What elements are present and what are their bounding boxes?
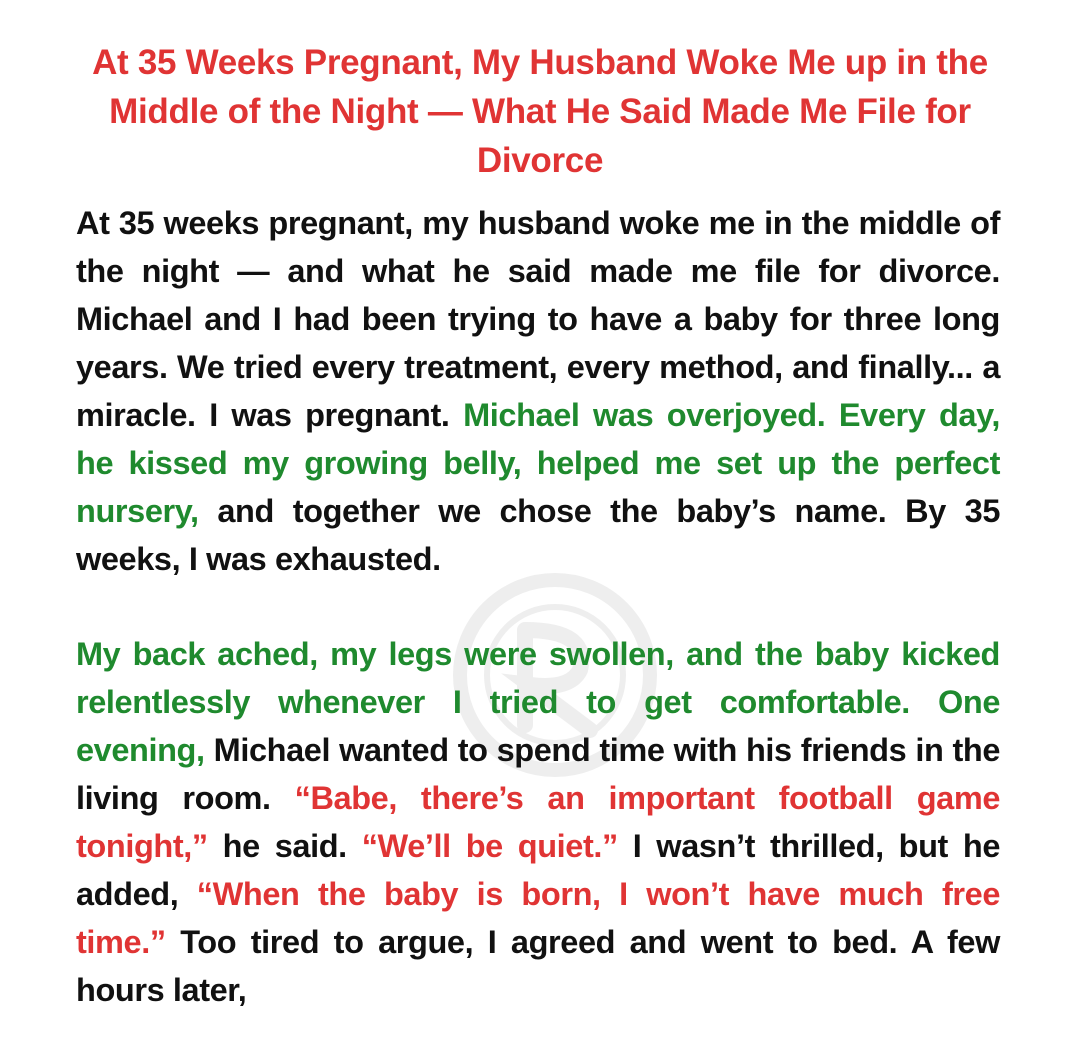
paragraph-1 <box>76 199 1000 583</box>
quote-be-quiet: “We’ll be quiet.” <box>361 828 618 864</box>
paragraph-2 <box>76 630 1000 1014</box>
article-title: At 35 Weeks Pregnant, My Husband Woke Me up in the Middle of the Night — What He Said Made Me File for Divorce <box>92 43 988 180</box>
paragraph-1-text-a: At 35 weeks pregnant, my husband woke me in the middle of the night — and what he said made me file for divorce. Michael and I had been trying to have a baby for three long years. We tried every treatment, every method, and finally... a miracle. I was pregnant. <box>76 205 1000 433</box>
paragraph-2-text-d: Too tired to argue, I agreed and went to bed. A few hours later, <box>76 924 1000 1008</box>
paragraph-1-text-b: and together we chose the baby’s name. By 35 weeks, I was exhausted. <box>76 493 1000 577</box>
paragraph-2-text-c: I wasn’t thrilled, but he added, <box>76 828 1000 912</box>
paragraph-2-text-b: he said. <box>207 828 362 864</box>
paragraph-1-highlight: Michael was overjoyed. Every day, he kissed my growing belly, helped me set up the perfect nursery, <box>76 397 1001 529</box>
quote-football-game: “Babe, there’s an important football game tonight,” <box>76 780 1000 864</box>
paragraph-2-highlight: My back ached, my legs were swollen, and the baby kicked relentlessly whenever I tried to get comfortable. One evening, <box>76 636 1000 768</box>
quote-free-time: “When the baby is born, I won’t have much free time.” <box>76 876 1000 960</box>
paragraph-2-text-a: Michael wanted to spend time with his friends in the living room. <box>76 732 1000 816</box>
